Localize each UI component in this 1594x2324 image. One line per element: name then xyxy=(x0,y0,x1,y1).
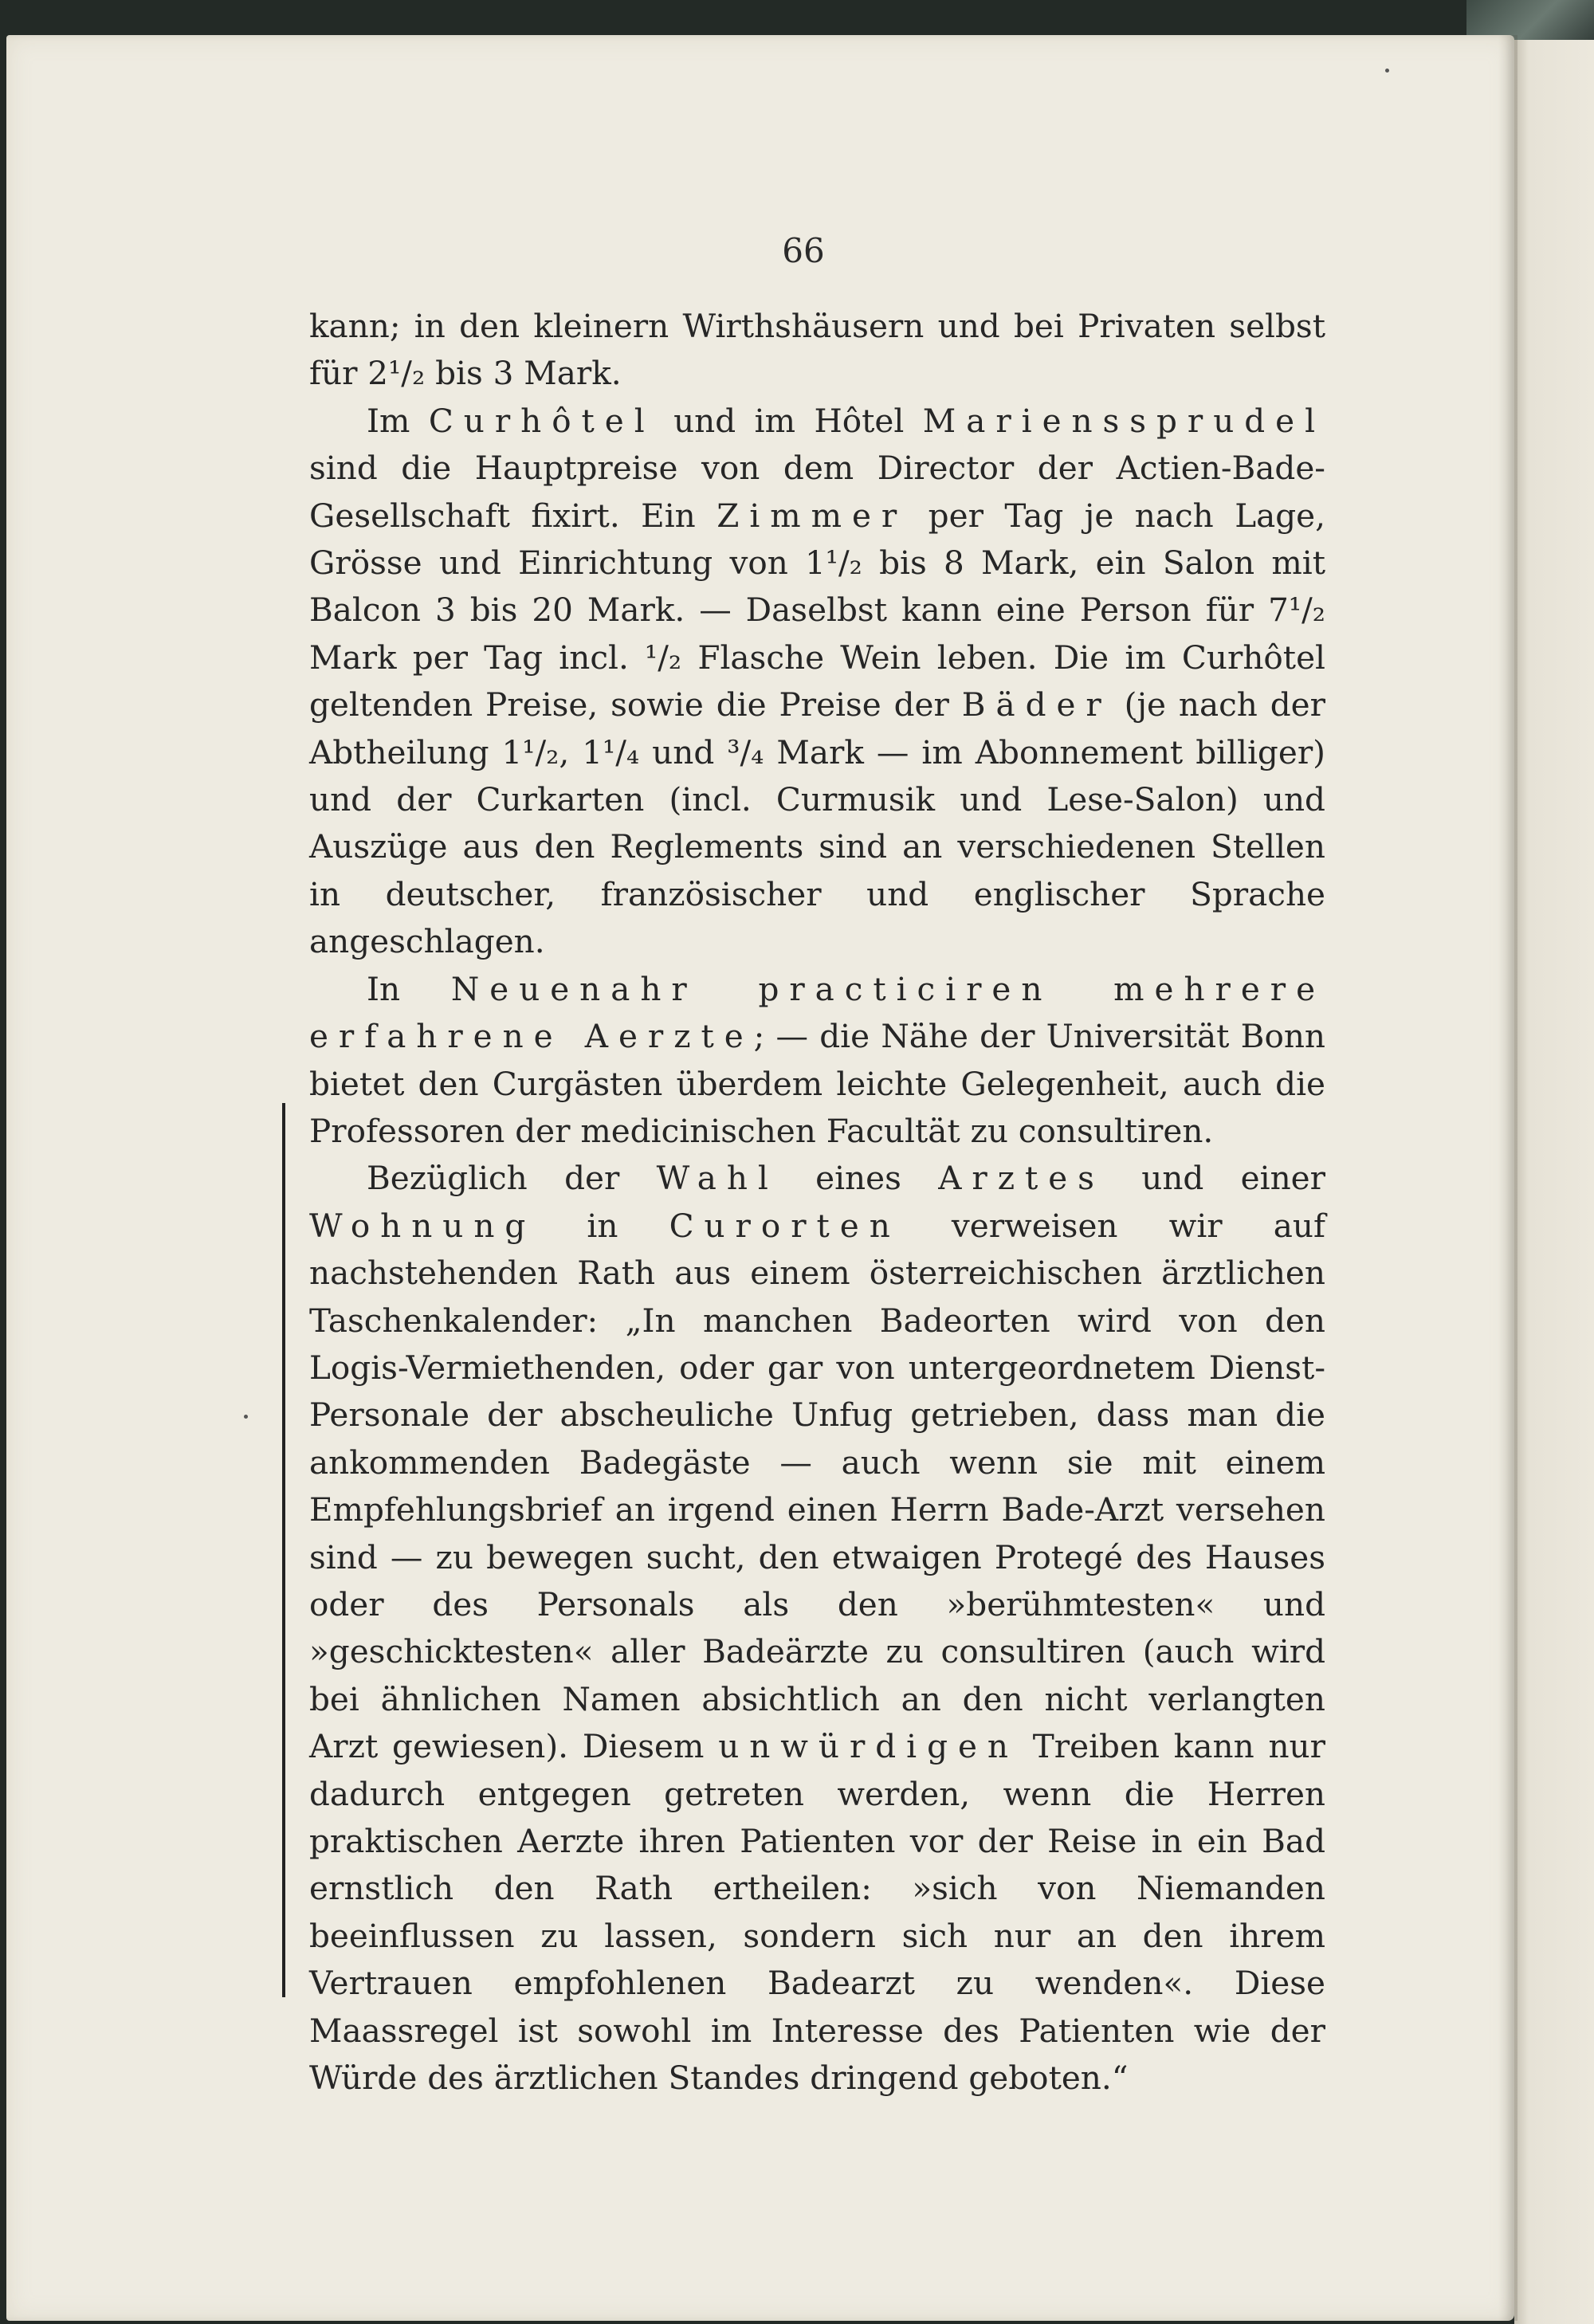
emphasized-text: Curhôtel xyxy=(428,401,655,440)
paragraph xyxy=(309,966,1325,1156)
text-run: kann; in den kleinern Wirthshäusern und bei Privaten selbst für 2¹/₂ bis 3 Mark. xyxy=(309,307,1325,393)
emphasized-text: unwürdigen xyxy=(718,1727,1019,1766)
emphasized-text: Wahl xyxy=(656,1159,779,1198)
emphasized-text: Wohnung xyxy=(309,1206,536,1245)
body-text xyxy=(309,303,1325,2102)
text-run: und im Hôtel xyxy=(654,401,923,440)
text-run: eines xyxy=(778,1159,939,1198)
text-run: In xyxy=(367,969,451,1008)
text-run: verweisen wir auf nachstehenden Rath aus einem österreichischen ärztlichen Taschenkalender: „In manchen Badeorten wird von den Logis-Vermiethenden, oder gar von untergeordnetem Dienst-Personale der abscheuliche Unfug getrieben, dass man die ankommenden Badegäste — auch wenn sie mit einem Empfehlungsbrief an irgend einen Herrn Bade-Arzt versehen sind — zu bewegen sucht, den etwaigen Protegé des Hauses oder des Personals als den »berühmtesten« und »geschicktesten« aller Badeärzte zu consultiren (auch wird bei ähnlichen Namen absichtlich an den nicht verlangten Arzt gewiesen). Diesem xyxy=(309,1206,1325,1766)
text-run: Treiben kann nur dadurch entgegen getreten werden, wenn die Herren praktischen Aerzte ihren Patienten vor der Reise in ein Bad ernstlich den Rath ertheilen: »sich von Niemanden beeinflussen zu lassen, sondern sich nur an den ihrem Vertrauen empfohlenen Badearzt zu wenden«. Diese Maassregel ist sowohl im Interesse des Patienten wie der Würde des ärztlichen Standes dringend geboten.“ xyxy=(309,1727,1325,2098)
emphasized-text: Bäder xyxy=(961,685,1112,724)
margin-dot xyxy=(244,1415,248,1419)
emphasized-text: Arztes xyxy=(938,1159,1105,1198)
emphasized-text: Marienssprudel xyxy=(922,401,1325,440)
paragraph xyxy=(309,398,1325,966)
text-run: ; — die Nähe der Universität Bonn bietet den Curgästen überdem leichte Gelegenheit, auch die Professoren der medicinischen Facultät zu consultiren. xyxy=(309,1017,1325,1150)
margin-dot xyxy=(1385,69,1389,73)
emphasized-text: Zimmer xyxy=(717,496,908,535)
text-run: und einer xyxy=(1104,1159,1325,1198)
text-run: (je nach der Abtheilung 1¹/₂, 1¹/₄ und ³/₄ Mark — im Abonnement billiger) und der Curkarten (incl. Curmusik und Lese-Salon) und Auszüge aus den Reglements sind an verschiedenen Stellen in deutscher, französischer und englischer Sprache angeschlagen. xyxy=(309,685,1325,961)
paragraph xyxy=(309,1155,1325,2102)
text-run: sind die Hauptpreise von dem Director der Actien-Bade-Gesellschaft fixirt. Ein xyxy=(309,449,1325,535)
margin-mark-line xyxy=(282,1103,285,1997)
paragraph xyxy=(309,303,1325,398)
emphasized-text: Curorten xyxy=(669,1206,901,1245)
text-run: in xyxy=(536,1206,669,1245)
next-page-edge xyxy=(1514,40,1594,2324)
text-run: Bezüglich der xyxy=(367,1159,657,1198)
page-number: 66 xyxy=(782,231,825,270)
text-run: per Tag je nach Lage, Grösse und Einrichtung von 1¹/₂ bis 8 Mark, ein Salon mit Balcon 3 bis 20 Mark. — Daselbst kann eine Person für 7¹/₂ Mark per Tag incl. ¹/₂ Flasche Wein leben. Die im Curhôtel geltenden Preise, sowie die Preise der xyxy=(309,496,1325,724)
emphasized-text: Neuenahr practiciren mehrere erfahrene Aerzte xyxy=(309,969,1325,1056)
page-edge-shadow xyxy=(1498,35,1517,2321)
text-run: Im xyxy=(367,401,429,440)
